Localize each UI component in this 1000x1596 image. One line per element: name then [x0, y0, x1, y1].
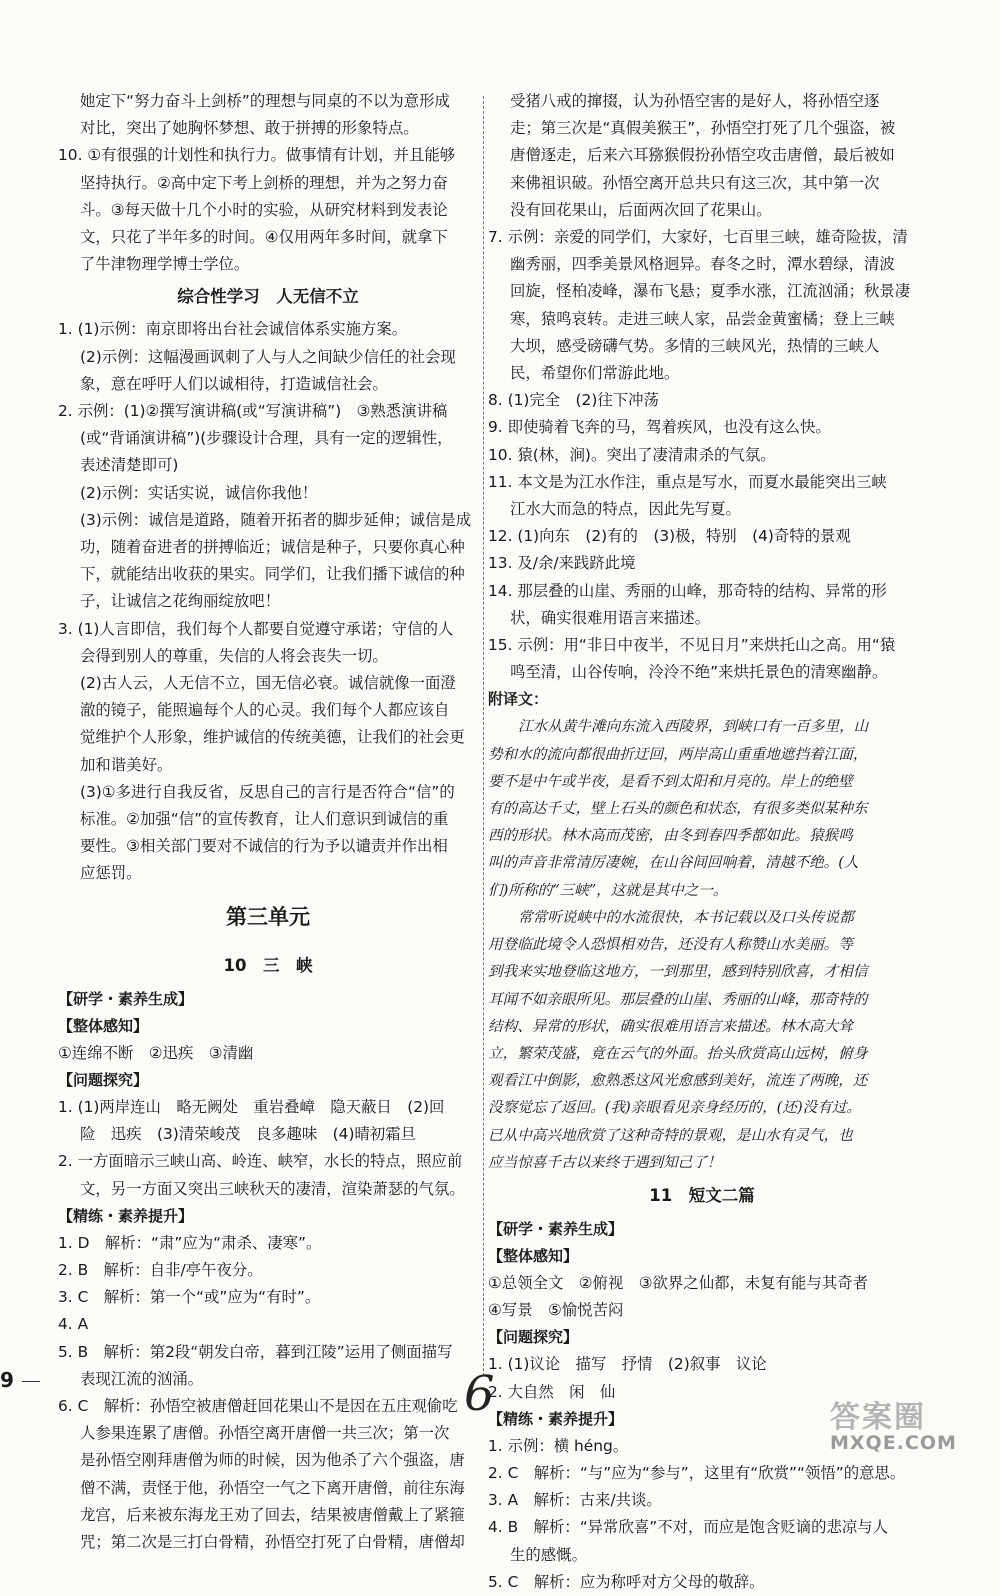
answer-line: 2. B 解析：自非/亭午夜分。 [58, 1260, 263, 1279]
translation-line: 势和水的流向都很曲折迂回，两岸高山重重地遮挡着江面， [488, 745, 868, 763]
section-tag: 【整体感知】 [58, 1016, 149, 1035]
answer-line: 民，希望你们常游此地。 [510, 364, 680, 383]
text-line: 对比，突出了她胸怀梦想、敢于拼搏的形象特点。 [80, 119, 419, 138]
section-tag: 【问题探究】 [58, 1070, 149, 1089]
answer-line: 是孙悟空刚拜唐僧为师的时候，因为他杀了六个强盗，唐 [80, 1451, 465, 1470]
answer-line: 幽秀丽，四季美景风格迥异。春冬之时，潭水碧绿，清波 [510, 255, 895, 274]
answer-line: 要性。③相关部门要对不诚信的行为予以谴责并作出相 [80, 837, 448, 856]
translation-line: 叫的声音非常清厉凄婉，在山谷间回响着，清越不绝。(人 [488, 854, 859, 872]
answer-line: 大坝，感受磅礴气势。多情的三峡风光，热情的三峡人 [510, 336, 880, 355]
answer-line: 5. B 解析：第2段“朝发白帝，暮到江陵”运用了侧面描写 [58, 1342, 453, 1361]
answer-line: 走；第三次是“真假美猴王”，孙悟空打死了几个强盗，被 [510, 119, 896, 138]
translation-line: 们)所称的“三峡”，这就是其中之一。 [488, 881, 728, 899]
page-number-rule [22, 1381, 40, 1382]
section-tag: 【精练・素养提升】 [58, 1206, 194, 1225]
answer-line: 12. (1)向东 (2)有的 (3)极，特别 (4)奇特的景观 [488, 527, 851, 546]
answer-line: 斗。③每天做十几个小时的实验，从研究材料到发表论 [80, 200, 448, 219]
answer-line: 9. 即使骑着飞奔的马，驾着疾风，也没有这么快。 [488, 418, 831, 437]
answer-line: 龙宫，后来被东海龙王劝了回去，结果被唐僧戴上了紧箍 [80, 1505, 465, 1524]
section-tag: 【整体感知】 [488, 1246, 579, 1265]
answer-line: 1. (1)示例：南京即将出台社会诚信体系实施方案。 [58, 320, 408, 339]
answer-line: 5. C 解析：应为称呼对方父母的敬辞。 [488, 1572, 765, 1591]
answer-line: (或“背诵演讲稿”)(步骤设计合理，具有一定的逻辑性， [80, 429, 453, 448]
answer-line: 文，另一方面又突出三峡秋天的凄清，渲染萧瑟的气氛。 [80, 1179, 465, 1198]
translation-line: 没察觉忘了返回。(我)亲眼看见亲身经历的，(还)没有过。 [488, 1099, 862, 1117]
answer-line: ④写景 ⑤愉悦苦闷 [488, 1301, 624, 1320]
answer-line: 子，让诚信之花绚丽绽放吧！ [80, 592, 281, 611]
section-tag: 【问题探究】 [488, 1328, 579, 1347]
answer-line: 3. A 解析：古来/共谈。 [488, 1491, 662, 1510]
section-tag: 【精练・素养提升】 [488, 1409, 624, 1428]
translation-line: 到我来实地登临这地方，一到那里，感到特别欣喜，才相信 [488, 963, 868, 981]
answer-line: 鸣至清，山谷传响，泠泠不绝”来烘托景色的清寒幽静。 [510, 663, 888, 682]
translation-line: 已从中高兴地欣赏了这种奇特的景观，是山水有灵气，也 [488, 1126, 853, 1144]
answer-line: 表现江流的汹涌。 [80, 1369, 204, 1388]
answer-line: 10. ①有很强的计划性和执行力。做事情有计划，并且能够 [58, 146, 456, 165]
watermark-url: MXQE.COM [830, 1432, 957, 1454]
answer-line: 标准。②加强“信”的宣传教育，让人们意识到诚信的重 [80, 810, 449, 829]
left-column [58, 88, 478, 1556]
answer-line: ①连绵不断 ②迅疾 ③清幽 [58, 1043, 254, 1062]
answer-line: 江水大而急的特点，因此先写夏。 [510, 500, 741, 519]
watermark [822, 1392, 992, 1456]
answer-line: 下，就能结出收获的果实。同学们，让我们播下诚信的种 [80, 565, 465, 584]
page-number: 9 [0, 1368, 14, 1392]
watermark-logo: 答案圈 [830, 1400, 926, 1435]
answer-line: (3)示例：诚信是道路，随着开拓者的脚步延伸；诚信是成 [80, 510, 472, 529]
answer-line: (2)示例：实话实说，诚信你我他！ [80, 483, 318, 502]
translation-line: 用登临此境令人恐惧相劝告，还没有人称赞山水美丽。等 [488, 936, 853, 954]
translation-line: 有的高达千丈，壁上石头的颜色和状态，有很多类似某种东 [488, 800, 868, 818]
answer-line: 坚持执行。②高中定下考上剑桥的理想，并为之努力奋 [80, 173, 448, 192]
section-tag: 【研学・素养生成】 [488, 1219, 624, 1238]
lesson-title: 10 三 峡 [223, 955, 313, 975]
answer-line: 了牛津物理学博士学位。 [80, 255, 250, 274]
text-line: 她定下“努力奋斗上剑桥”的理想与同桌的不以为意形成 [80, 92, 450, 110]
answer-line: 7. 示例：亲爱的同学们，大家好，七百里三峡，雄奇险拔，清 [488, 228, 908, 247]
answer-line: 寒，猿鸣哀转。走进三峡人家，品尝金黄蜜橘；登上三峡 [510, 309, 895, 328]
handwritten-mark: 6 [464, 1366, 495, 1422]
translation-line: 立，繁荣茂盛，竟在云气的外面。抬头欣赏高山远树，俯身 [488, 1044, 868, 1062]
answer-line: 1. (1)两岸连山 略无阙处 重岩叠嶂 隐天蔽日 (2)回 [58, 1097, 445, 1116]
answer-line: 僧不满，责怪于他，孙悟空一气之下离开唐僧，前往东海 [80, 1478, 465, 1497]
answer-line: 1. D 解析：“肃”应为“肃杀、凄寒”。 [58, 1233, 322, 1252]
answer-line: 应惩罚。 [80, 864, 142, 883]
answer-line: (2)示例：这幅漫画讽刺了人与人之间缺少信任的社会现 [80, 347, 456, 366]
answer-line: 来佛祖识破。孙悟空离开总共只有这三次，其中第一次 [510, 173, 880, 192]
answer-line: 状，确实很难用语言来描述。 [510, 608, 711, 627]
answer-line: 2. C 解析：“与”应为“参与”，这里有“欣赏”“领悟”的意思。 [488, 1463, 906, 1482]
answer-line: 表述清楚即可) [80, 456, 179, 475]
section-title: 综合性学习 人无信不立 [177, 287, 359, 307]
answer-line: 象，意在呼吁人们以诚相待，打造诚信社会。 [80, 374, 388, 393]
answer-line: (3)①多进行自我反省，反思自己的言行是否符合“信”的 [80, 782, 455, 801]
translation-line: 要不是中午或半夜，是看不到太阳和月亮的。岸上的绝壁 [488, 772, 853, 790]
answer-line: 4. A [58, 1315, 89, 1334]
translation-line: 应当惊喜千古以来终于遇到知己了！ [488, 1153, 722, 1171]
answer-line: 1. 示例：横 héng。 [488, 1436, 629, 1455]
answer-line: 功，随着奋进者的拼搏临近；诚信是种子，只要你真心种 [80, 538, 465, 557]
translation-line: 结构、异常的形状，确实很难用语言来描述。林木高大耸 [488, 1017, 853, 1035]
answer-line: 文，只花了半年多的时间。④仅用两年多时间，就拿下 [80, 228, 448, 247]
answer-line: 咒；第二次是三打白骨精，孙悟空打死了白骨精，唐僧却 [80, 1532, 465, 1551]
answer-line: 会得到别人的尊重，失信的人将会丧失一切。 [80, 646, 388, 665]
column-divider [483, 96, 484, 1376]
translation-line: 西的形状。林木高而茂密，由冬到春四季都如此。猿猴鸣 [488, 827, 853, 845]
answer-line: (2)古人云，人无信不立，国无信必衰。诚信就像一面澄 [80, 674, 456, 693]
answer-line: 回旋，怪柏凌峰，瀑布飞悬；夏季水涨，江流汹涌；秋景凄 [510, 282, 911, 301]
answer-line: 唐僧逐走，后来六耳猕猴假扮孙悟空攻击唐僧，最后被如 [510, 146, 895, 165]
answer-line: 人参果连累了唐僧。孙悟空离开唐僧一共三次；第一次 [80, 1424, 450, 1443]
answer-line: 1. (1)议论 描写 抒情 (2)叙事 议论 [488, 1355, 767, 1374]
answer-line: 2. 大自然 闲 仙 [488, 1382, 616, 1401]
answer-line: 险 迅疾 (3)清荣峻茂 良多趣味 (4)晴初霜旦 [80, 1125, 417, 1144]
translation-line: 江水从黄牛滩向东流入西陵界，到峡口有一百多里，山 [518, 718, 869, 736]
answer-line: 受猪八戒的撺掇，认为孙悟空害的是好人，将孙悟空逐 [510, 92, 880, 110]
answer-line: 2. 一方面暗示三峡山高、岭连、峡窄，水长的特点，照应前 [58, 1152, 463, 1171]
section-tag: 附译文： [488, 690, 549, 709]
answer-line: 2. 示例：(1)②撰写演讲稿(或“写演讲稿”) ③熟悉演讲稿 [58, 402, 448, 421]
answer-line: 加和谐美好。 [80, 755, 173, 774]
lesson-title: 11 短文二篇 [649, 1185, 755, 1205]
translation-line: 耳闻不如亲眼所见。那层叠的山崖、秀丽的山峰，那奇特的 [488, 990, 868, 1008]
answer-line: 6. C 解析：孙悟空被唐僧赶回花果山不是因在五庄观偷吃 [58, 1396, 458, 1415]
answer-line: 没有回花果山，后面两次回了花果山。 [510, 200, 772, 219]
unit-title: 第三单元 [226, 904, 310, 929]
answer-line: 3. (1)人言即信，我们每个人都要自觉遵守承诺；守信的人 [58, 619, 454, 638]
translation-line: 观看江中倒影，愈熟悉这风光愈感到美好，流连了两晚，还 [488, 1072, 868, 1090]
answer-line: 15. 示例：用“非日中夜半，不见日月”来烘托山之高。用“猿 [488, 636, 896, 655]
answer-line: 3. C 解析：第一个“或”应为“有时”。 [58, 1288, 321, 1307]
answer-line: ①总领全文 ②俯视 ③欲界之仙都，未复有能与其奇者 [488, 1273, 868, 1292]
answer-line: 8. (1)完全 (2)往下冲荡 [488, 391, 659, 410]
answer-line: 澈的镜子，能照遍每个人的心灵。我们每个人都应该自 [80, 701, 450, 720]
translation-line: 常常听说峡中的水流很快，本书记载以及口头传说都 [518, 908, 854, 926]
answer-line: 觉维护个人形象，维护诚信的传统美德，让我们的社会更 [80, 728, 465, 747]
answer-line: 生的感慨。 [510, 1545, 587, 1564]
answer-line: 10. 猿(林，涧)。突出了凄清肃杀的气氛。 [488, 445, 776, 464]
section-tag: 【研学・素养生成】 [58, 989, 194, 1008]
right-column [488, 88, 916, 1596]
answer-line: 14. 那层叠的山崖、秀丽的山峰，那奇特的结构、异常的形 [488, 581, 887, 600]
answer-line: 4. B 解析：“异常欣喜”不对，而应是饱含贬谪的悲凉与人 [488, 1518, 889, 1537]
answer-line: 13. 及/余/来践跻此境 [488, 554, 636, 573]
answer-line: 11. 本文是为江水作注，重点是写水，而夏水最能突出三峡 [488, 472, 887, 491]
